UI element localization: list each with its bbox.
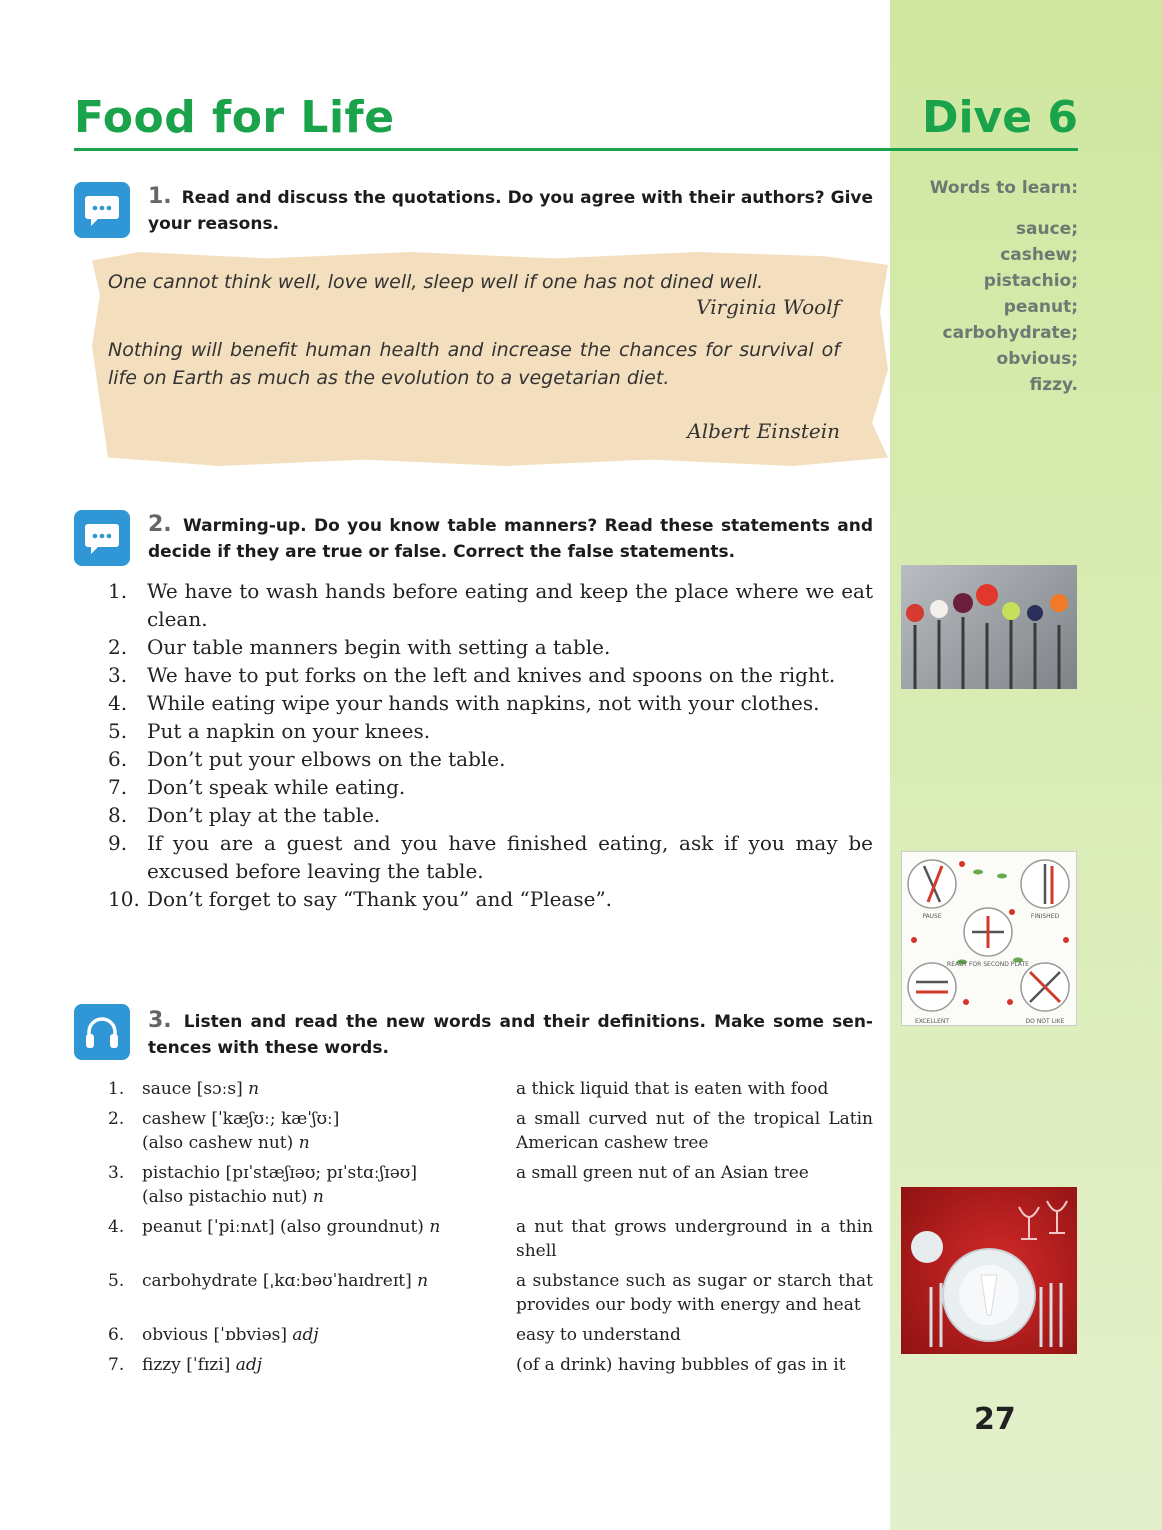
title-divider <box>74 148 1078 151</box>
task-1-instruction <box>148 184 873 237</box>
vocab-definition: a small curved nut of the tropical Latin American cashew tree <box>516 1109 873 1153</box>
vocab-definition: a small green nut of an Asian tree <box>516 1163 809 1183</box>
vocab-definition: a substance such as sugar or starch that provides our body with energy and heat <box>516 1271 873 1315</box>
vocab-word: sauce [sɔːs] n <box>142 1079 260 1099</box>
item-text: Don’t put your elbows on the table. <box>147 747 506 771</box>
word-item: fizzy. <box>1029 375 1078 395</box>
quote-text: One cannot think well, love well, sleep well if one has not dined well. <box>108 271 764 293</box>
table-manners-list <box>108 577 873 913</box>
item-number: 4. <box>108 691 128 715</box>
vocab-row <box>108 1107 873 1155</box>
list-item <box>108 829 873 885</box>
list-item <box>108 689 873 717</box>
vocab-row <box>108 1215 873 1263</box>
etiquette-label: READY FOR SECOND PLATE <box>947 961 1029 968</box>
list-item <box>108 717 873 745</box>
item-text: While eating wipe your hands with napkins, not with your clothes. <box>147 691 820 715</box>
vocab-word: cashew [ˈkæʃʊː; kæˈʃʊː] (also cashew nut) n <box>142 1109 340 1153</box>
word-item: obvious; <box>996 349 1078 369</box>
etiquette-label: PAUSE <box>922 913 942 920</box>
task-2-instruction <box>148 512 873 565</box>
vocab-word: fizzy [ˈfɪzi] adj <box>142 1355 263 1375</box>
vocab-definition: (of a drink) having bubbles of gas in it <box>516 1355 846 1375</box>
list-item <box>108 801 873 829</box>
word-item: cashew; <box>1000 245 1078 265</box>
item-number: 6. <box>108 1325 125 1345</box>
vocab-word: carbohydrate [ˌkɑːbəʊˈhaɪdreɪt] n <box>142 1271 429 1291</box>
vocab-word: peanut [ˈpiːnʌt] (also groundnut) n <box>142 1217 441 1237</box>
item-number: 3. <box>108 663 128 687</box>
task-3-instruction <box>148 1008 873 1061</box>
words-to-learn <box>878 178 1078 398</box>
item-text: Don’t forget to say “Thank you” and “Please”. <box>147 887 613 911</box>
item-number: 5. <box>108 1271 125 1291</box>
list-item <box>108 773 873 801</box>
vocab-row <box>108 1353 873 1377</box>
etiquette-label: FINISHED <box>1030 913 1060 920</box>
item-number: 3. <box>108 1163 125 1183</box>
item-text: We have to wash hands before eating and keep the place where we eat clean. <box>147 579 873 631</box>
list-item <box>108 577 873 633</box>
vocab-row <box>108 1077 873 1101</box>
speech-bubble-icon <box>74 510 130 566</box>
item-text: Don’t play at the table. <box>147 803 381 827</box>
list-item <box>108 661 873 689</box>
item-number: 9. <box>108 831 128 855</box>
quote-author: Virginia Woolf <box>696 295 840 319</box>
item-number: 5. <box>108 719 128 743</box>
item-text: Put a napkin on your knees. <box>147 719 431 743</box>
word-item: pistachio; <box>983 271 1078 291</box>
item-number: 10. <box>108 887 140 911</box>
forks-vegetables-photo <box>901 565 1077 689</box>
word-item: peanut; <box>1003 297 1078 317</box>
word-item: sauce; <box>1015 219 1078 239</box>
item-number: 6. <box>108 747 128 771</box>
item-text: Don’t speak while eating. <box>147 775 406 799</box>
vocab-definition: easy to understand <box>516 1325 681 1345</box>
task-number: 3. <box>148 1008 172 1033</box>
table-setting-photo <box>901 1187 1077 1354</box>
item-number: 7. <box>108 775 128 799</box>
list-item <box>108 633 873 661</box>
item-number: 7. <box>108 1355 125 1375</box>
vocab-definition: a thick liquid that is eaten with food <box>516 1079 829 1099</box>
words-heading: Words to learn: <box>929 178 1078 198</box>
task-number: 2. <box>148 512 172 537</box>
vocab-row <box>108 1323 873 1347</box>
vocab-row <box>108 1269 873 1317</box>
vocab-row <box>108 1161 873 1209</box>
headphones-icon <box>74 1004 130 1060</box>
vocab-word: obvious [ˈɒbviəs] adj <box>142 1325 319 1345</box>
item-text: If you are a guest and you have finished eating, ask if you may be excused before leaving the table. <box>147 831 873 883</box>
page-title: Food for Life <box>74 92 395 143</box>
task-text: Listen and read the new words and their definitions. Make some sen-tences with these words. <box>148 1012 873 1058</box>
item-text: Our table manners begin with setting a table. <box>147 635 611 659</box>
item-number: 4. <box>108 1217 125 1237</box>
item-number: 2. <box>108 635 128 659</box>
quote-author: Albert Einstein <box>687 419 840 443</box>
word-item: carbohydrate; <box>942 323 1078 343</box>
task-text: Read and discuss the quotations. Do you agree with their authors? Give your reasons. <box>148 188 874 234</box>
unit-label: Dive 6 <box>921 92 1078 143</box>
etiquette-label: EXCELLENT <box>914 1018 950 1025</box>
item-number: 2. <box>108 1109 125 1129</box>
list-item <box>108 745 873 773</box>
item-number: 1. <box>108 1079 125 1099</box>
vocab-definition: a nut that grows underground in a thin shell <box>516 1217 873 1261</box>
etiquette-label: DO NOT LIKE <box>1025 1018 1065 1025</box>
task-text: Warming-up. Do you know table manners? Read these statements and decide if they are true or false. Correct the false statements. <box>148 516 873 562</box>
quote-text: Nothing will benefit human health and increase the chances for survival of life on Earth as much as the evolution to a vegetarian diet. <box>108 339 840 389</box>
task-number: 1. <box>148 184 172 209</box>
item-text: We have to put forks on the left and knives and spoons on the right. <box>147 663 836 687</box>
page-number: 27 <box>974 1402 1016 1437</box>
cutlery-etiquette-illustration <box>901 851 1077 1026</box>
item-number: 8. <box>108 803 128 827</box>
vocabulary-list <box>108 1077 873 1383</box>
list-item <box>108 885 873 913</box>
speech-bubble-icon <box>74 182 130 238</box>
vocab-word: pistachio [pɪˈstæʃɪəʊ; pɪˈstɑːʃɪəʊ] (also pistachio nut) n <box>142 1163 417 1207</box>
item-number: 1. <box>108 579 128 603</box>
